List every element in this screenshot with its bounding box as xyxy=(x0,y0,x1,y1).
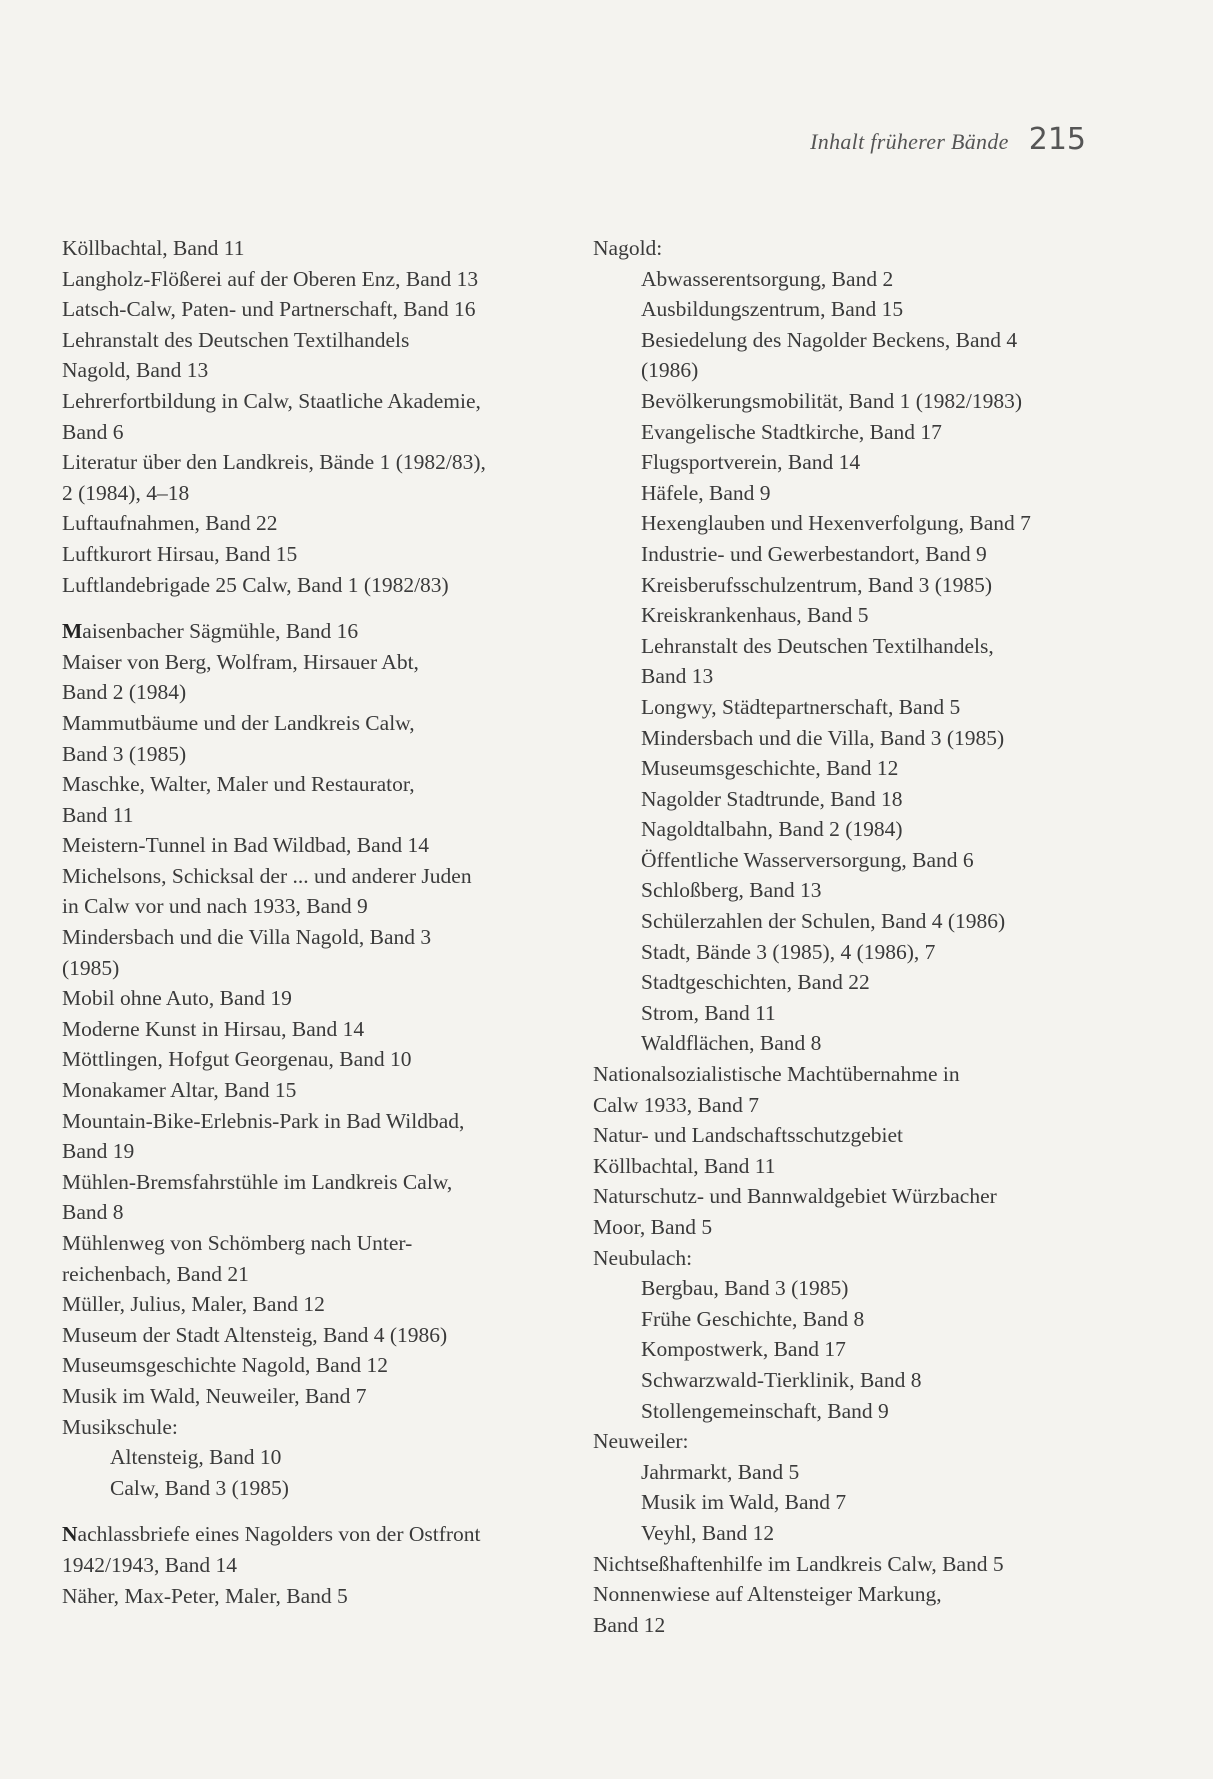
entry-text: achlassbriefe eines Nagolders von der Ostfront xyxy=(77,1522,481,1547)
entry-text: Mühlenweg von Schömberg nach Unter- xyxy=(62,1231,413,1255)
entry-text: Flugsportverein, Band 14 xyxy=(641,450,861,475)
entry-text: Langholz-Flößerei auf der Oberen Enz, Band 13 xyxy=(62,266,479,291)
index-entry xyxy=(62,264,582,295)
entry-text: Bergbau, Band 3 (1985) xyxy=(641,1276,849,1301)
entry-text: Band 8 xyxy=(62,1200,124,1225)
entry-text: Musikschule: xyxy=(62,1414,178,1439)
entry-text: Museumsgeschichte Nagold, Band 12 xyxy=(62,1353,389,1378)
index-entry xyxy=(62,570,582,601)
index-entry xyxy=(593,1120,1113,1151)
index-entry xyxy=(62,508,582,539)
entry-text: Strom, Band 11 xyxy=(641,1000,776,1025)
index-subentry xyxy=(593,937,1113,968)
index-entry xyxy=(62,983,582,1014)
entry-text: Stadt, Bände 3 (1985), 4 (1986), 7 xyxy=(641,939,936,964)
entry-text: Schülerzahlen der Schulen, Band 4 (1986) xyxy=(641,909,1006,934)
entry-text: Kompostwerk, Band 17 xyxy=(641,1337,846,1362)
index-entry xyxy=(62,417,582,448)
index-entry xyxy=(593,233,1113,264)
entry-text: Band 3 (1985) xyxy=(62,741,187,766)
index-entry xyxy=(62,1014,582,1045)
entry-text: Schloßberg, Band 13 xyxy=(641,878,822,903)
entry-text: reichenbach, Band 21 xyxy=(62,1261,249,1286)
index-subentry xyxy=(593,875,1113,906)
index-subentry xyxy=(62,1473,582,1504)
index-entry xyxy=(62,1106,582,1137)
index-entry xyxy=(62,233,582,264)
entry-text: (1985) xyxy=(62,955,120,980)
entry-text: Calw, Band 3 (1985) xyxy=(110,1475,289,1500)
index-subentry xyxy=(593,447,1113,478)
index-subentry xyxy=(593,325,1113,356)
index-entry xyxy=(62,861,582,892)
entry-text: Naturschutz- und Bannwaldgebiet Würzbacher xyxy=(593,1184,997,1209)
index-entry xyxy=(62,830,582,861)
index-subentry xyxy=(593,661,1113,692)
index-entry xyxy=(62,708,582,739)
index-subentry xyxy=(593,784,1113,815)
entry-text: Besiedelung des Nagolder Beckens, Band 4 xyxy=(641,327,1018,352)
entry-text: Mindersbach und die Villa Nagold, Band 3 xyxy=(62,925,432,950)
entry-text: 1942/1943, Band 14 xyxy=(62,1552,237,1577)
index-entry xyxy=(62,1289,582,1320)
index-entry xyxy=(62,325,582,356)
entry-text: aisenbacher Sägmühle, Band 16 xyxy=(82,619,359,644)
index-subentry xyxy=(593,1028,1113,1059)
index-entry xyxy=(593,1579,1113,1610)
index-subentry xyxy=(593,692,1113,723)
index-subentry xyxy=(593,264,1113,295)
index-entry xyxy=(62,539,582,570)
entry-text: Band 13 xyxy=(641,664,714,689)
entry-text: (1986) xyxy=(641,358,699,383)
index-subentry xyxy=(593,723,1113,754)
index-entry xyxy=(593,1243,1113,1274)
entry-text: Nagold, Band 13 xyxy=(62,358,209,383)
entry-text: Industrie- und Gewerbestandort, Band 9 xyxy=(641,541,987,566)
entry-text: Mindersbach und die Villa, Band 3 (1985) xyxy=(641,725,1005,750)
entry-text: Öffentliche Wasserversorgung, Band 6 xyxy=(641,847,974,872)
entry-text: Hexenglauben und Hexenverfolgung, Band 7 xyxy=(641,511,1031,536)
running-head xyxy=(810,122,1086,157)
entry-text: Veyhl, Band 12 xyxy=(641,1520,775,1545)
index-subentry xyxy=(593,814,1113,845)
entry-text: Lehranstalt des Deutschen Textilhandels, xyxy=(641,633,994,658)
entry-text: Jahrmarkt, Band 5 xyxy=(641,1459,800,1484)
entry-text: Literatur über den Landkreis, Bände 1 (1982/83), xyxy=(62,450,486,475)
entry-text: Abwasserentsorgung, Band 2 xyxy=(641,266,894,291)
index-entry xyxy=(62,769,582,800)
index-subentry xyxy=(593,845,1113,876)
index-entry xyxy=(62,1581,582,1612)
index-entry xyxy=(62,891,582,922)
index-subentry xyxy=(593,1365,1113,1396)
section-gap xyxy=(62,600,582,616)
entry-text: Neuweiler: xyxy=(593,1429,689,1454)
index-subentry xyxy=(593,753,1113,784)
index-entry xyxy=(593,1090,1113,1121)
index-entry xyxy=(62,1075,582,1106)
index-entry xyxy=(62,800,582,831)
index-entry xyxy=(62,1136,582,1167)
index-entry xyxy=(593,1610,1113,1641)
entry-text: Meistern-Tunnel in Bad Wildbad, Band 14 xyxy=(62,833,430,858)
index-entry xyxy=(62,616,582,647)
index-subentry xyxy=(593,355,1113,386)
section-gap xyxy=(62,1503,582,1519)
index-subentry xyxy=(593,1304,1113,1335)
entry-text: Band 19 xyxy=(62,1139,135,1164)
entry-text: Nagold: xyxy=(593,236,663,260)
index-entry xyxy=(62,355,582,386)
entry-text: Häfele, Band 9 xyxy=(641,480,771,505)
index-subentry xyxy=(593,570,1113,601)
entry-text: Nichtseßhaftenhilfe im Landkreis Calw, Band 5 xyxy=(593,1551,1004,1576)
entry-text: Näher, Max-Peter, Maler, Band 5 xyxy=(62,1583,348,1608)
index-entry xyxy=(62,1197,582,1228)
entry-text: Luftaufnahmen, Band 22 xyxy=(62,511,278,536)
index-subentry xyxy=(593,1396,1113,1427)
entry-text: Latsch-Calw, Paten- und Partnerschaft, Band 16 xyxy=(62,297,476,322)
entry-text: Möttlingen, Hofgut Georgenau, Band 10 xyxy=(62,1047,412,1072)
entry-text: Bevölkerungsmobilität, Band 1 (1982/1983) xyxy=(641,388,1022,413)
index-subentry xyxy=(593,508,1113,539)
entry-text: Lehranstalt des Deutschen Textilhandels xyxy=(62,327,410,352)
index-column-right xyxy=(593,233,1113,1640)
index-entry xyxy=(62,922,582,953)
entry-text: Frühe Geschichte, Band 8 xyxy=(641,1306,865,1331)
index-entry xyxy=(62,1228,582,1259)
index-subentry xyxy=(593,600,1113,631)
entry-text: Neubulach: xyxy=(593,1245,693,1270)
entry-text: Moderne Kunst in Hirsau, Band 14 xyxy=(62,1016,365,1041)
entry-text: Mobil ohne Auto, Band 19 xyxy=(62,986,292,1011)
index-subentry xyxy=(593,539,1113,570)
index-entry xyxy=(62,294,582,325)
index-entry xyxy=(62,1519,582,1550)
index-entry xyxy=(593,1549,1113,1580)
entry-text: Waldflächen, Band 8 xyxy=(641,1031,822,1056)
entry-text: Müller, Julius, Maler, Band 12 xyxy=(62,1292,325,1317)
index-entry xyxy=(593,1212,1113,1243)
entry-text: in Calw vor und nach 1933, Band 9 xyxy=(62,894,368,919)
index-entry xyxy=(62,1381,582,1412)
section-initial: N xyxy=(62,1522,78,1547)
entry-text: Kreiskrankenhaus, Band 5 xyxy=(641,603,869,628)
index-entry xyxy=(62,677,582,708)
entry-text: Museumsgeschichte, Band 12 xyxy=(641,756,899,781)
index-subentry xyxy=(593,417,1113,448)
index-entry xyxy=(62,1167,582,1198)
index-entry xyxy=(62,1412,582,1443)
entry-text: Mountain-Bike-Erlebnis-Park in Bad Wildbad, xyxy=(62,1108,465,1133)
entry-text: Nationalsozialistische Machtübernahme in xyxy=(593,1062,960,1087)
section-initial: M xyxy=(62,619,83,644)
entry-text: Luftkurort Hirsau, Band 15 xyxy=(62,541,298,566)
index-entry xyxy=(593,1181,1113,1212)
entry-text: Maiser von Berg, Wolfram, Hirsauer Abt, xyxy=(62,649,419,674)
running-title: Inhalt früherer Bände xyxy=(810,129,1009,154)
entry-text: Luftlandebrigade 25 Calw, Band 1 (1982/83) xyxy=(62,572,449,597)
entry-text: Mühlen-Bremsfahrstühle im Landkreis Calw, xyxy=(62,1169,453,1194)
entry-text: Band 2 (1984) xyxy=(62,680,187,705)
entry-text: Museum der Stadt Altensteig, Band 4 (1986) xyxy=(62,1322,448,1347)
index-subentry xyxy=(593,1457,1113,1488)
entry-text: Ausbildungszentrum, Band 15 xyxy=(641,297,904,322)
entry-text: Stadtgeschichten, Band 22 xyxy=(641,970,870,995)
index-subentry xyxy=(593,631,1113,662)
index-entry xyxy=(62,478,582,509)
entry-text: Mammutbäume und der Landkreis Calw, xyxy=(62,710,415,735)
index-entry xyxy=(62,447,582,478)
index-column-left xyxy=(62,233,582,1611)
entry-text: Longwy, Städtepartnerschaft, Band 5 xyxy=(641,694,961,719)
entry-text: Band 11 xyxy=(62,802,134,827)
index-entry xyxy=(62,1550,582,1581)
entry-text: Calw 1933, Band 7 xyxy=(593,1092,760,1117)
entry-text: Köllbachtal, Band 11 xyxy=(62,236,245,260)
entry-text: Lehrerfortbildung in Calw, Staatliche Akademie, xyxy=(62,388,481,413)
index-subentry xyxy=(593,1334,1113,1365)
entry-text: Evangelische Stadtkirche, Band 17 xyxy=(641,419,942,444)
index-entry xyxy=(593,1426,1113,1457)
index-entry xyxy=(62,1350,582,1381)
index-entry xyxy=(62,386,582,417)
entry-text: Musik im Wald, Band 7 xyxy=(641,1490,847,1515)
index-subentry xyxy=(593,1273,1113,1304)
entry-text: Nonnenwiese auf Altensteiger Markung, xyxy=(593,1582,942,1607)
entry-text: Altensteig, Band 10 xyxy=(110,1445,282,1470)
entry-text: Schwarzwald-Tierklinik, Band 8 xyxy=(641,1367,922,1392)
index-entry xyxy=(62,1259,582,1290)
index-subentry xyxy=(62,1442,582,1473)
entry-text: Musik im Wald, Neuweiler, Band 7 xyxy=(62,1383,367,1408)
page-number: 215 xyxy=(1028,122,1086,157)
index-entry xyxy=(62,1320,582,1351)
index-entry xyxy=(593,1059,1113,1090)
index-subentry xyxy=(593,1487,1113,1518)
index-subentry xyxy=(593,906,1113,937)
entry-text: 2 (1984), 4–18 xyxy=(62,480,190,505)
index-entry xyxy=(593,1151,1113,1182)
entry-text: Band 6 xyxy=(62,419,124,444)
entry-text: Monakamer Altar, Band 15 xyxy=(62,1078,297,1103)
entry-text: Kreisberufsschulzentrum, Band 3 (1985) xyxy=(641,572,993,597)
index-subentry xyxy=(593,998,1113,1029)
index-subentry xyxy=(593,386,1113,417)
entry-text: Nagolder Stadtrunde, Band 18 xyxy=(641,786,903,811)
index-entry xyxy=(62,739,582,770)
entry-text: Natur- und Landschaftsschutzgebiet xyxy=(593,1123,904,1148)
index-entry xyxy=(62,1044,582,1075)
index-subentry xyxy=(593,294,1113,325)
index-entry xyxy=(62,647,582,678)
entry-text: Band 12 xyxy=(593,1612,666,1637)
entry-text: Stollengemeinschaft, Band 9 xyxy=(641,1398,889,1423)
entry-text: Michelsons, Schicksal der ... und anderer Juden xyxy=(62,863,472,888)
index-subentry xyxy=(593,478,1113,509)
index-entry xyxy=(62,953,582,984)
entry-text: Köllbachtal, Band 11 xyxy=(593,1153,776,1178)
entry-text: Moor, Band 5 xyxy=(593,1215,713,1239)
entry-text: Nagoldtalbahn, Band 2 (1984) xyxy=(641,817,903,842)
entry-text: Maschke, Walter, Maler und Restaurator, xyxy=(62,772,415,797)
index-subentry xyxy=(593,967,1113,998)
index-subentry xyxy=(593,1518,1113,1549)
